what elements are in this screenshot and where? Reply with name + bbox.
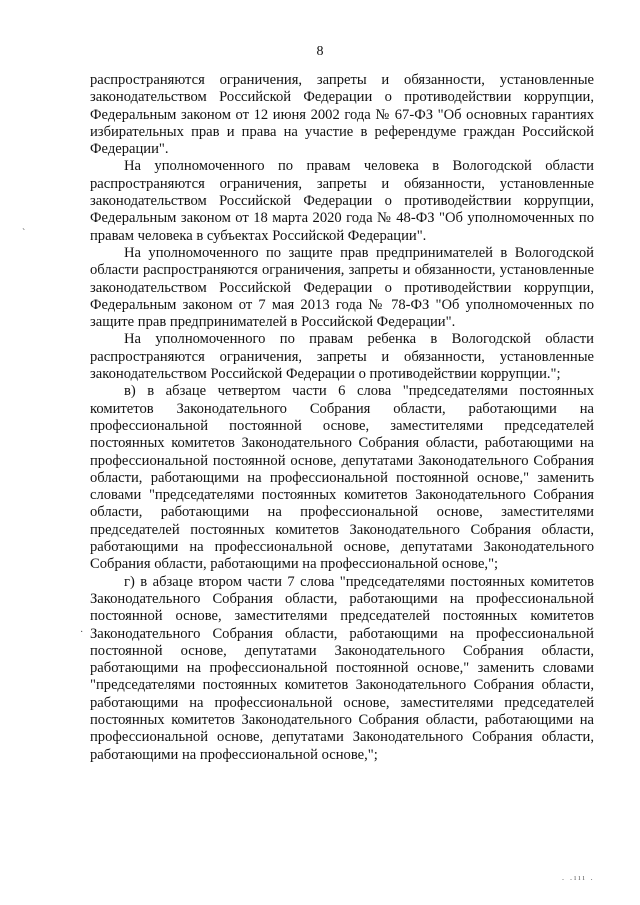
paragraph-child-rights-ombudsman: На уполномоченного по правам ребенка в Вологодской области распространяются ограничения, запреты и обязанности, установленные законодательством Российской Федерации о противодействии коррупции."; xyxy=(90,331,594,383)
scan-mark: ` xyxy=(22,228,26,239)
paragraph-continuation: распространяются ограничения, запреты и обязанности, установленные законодательством Российской Федерации о противодействии коррупции, Федеральным законом от 12 июня 2002 года № 67-ФЗ "Об основных гарантиях избирательных прав и права на участие в референдуме граждан Российской Федерации". xyxy=(90,72,594,158)
document-body xyxy=(90,72,594,764)
paragraph-item-g: г) в абзаце втором части 7 слова "председателями постоянных комитетов Законодательного Собрания области, работающими на профессиональной постоянной основе, заместителями председателей постоянных комитетов Законодательного Собрания области, работающими на профессиональной постоянной основе, депутатами Законодательного Собрания области, работающими на профессиональной постоянной основе," заменить словами "председателями постоянных комитетов Законодательного Собрания области, работающими на профессиональной основе, заместителями председателей постоянных комитетов Законодательного Собрания области, работающими на профессиональной основе, депутатами Законодательного Собрания области, работающими на профессиональной основе,"; xyxy=(90,573,594,763)
page-number: 8 xyxy=(316,44,324,59)
scan-artifact: . .ııı . xyxy=(562,873,595,882)
paragraph-business-ombudsman: На уполномоченного по защите прав предпринимателей в Вологодской области распространяются ограничения, запреты и обязанности, установленные законодательством Российской Федерации о противодействии коррупции, Федеральным законом от 7 мая 2013 года № 78-ФЗ "Об уполномоченных по защите прав предпринимателей в Российской Федерации". xyxy=(90,244,594,331)
scan-mark: · xyxy=(80,627,84,638)
paragraph-item-v: в) в абзаце четвертом части 6 слова "председателями постоянных комитетов Законодательного Собрания области, работающими на профессиональной постоянной основе, заместителями председателей постоянных комитетов Законодательного Собрания области, работающими на профессиональной постоянной основе, депутатами Законодательного Собрания области, работающими на профессиональной постоянной основе," заменить словами "председателями постоянных комитетов Законодательного Собрания области, работающими на профессиональной основе, заместителями председателей постоянных комитетов Законодательного Собрания области, работающими на профессиональной основе, депутатами Законодательного Собрания области, работающими на профессиональной основе,"; xyxy=(90,383,594,573)
paragraph-human-rights-ombudsman: На уполномоченного по правам человека в Вологодской области распространяются ограничения, запреты и обязанности, установленные законодательством Российской Федерации о противодействии коррупции, Федеральным законом от 18 марта 2020 года № 48-ФЗ "Об уполномоченных по правам человека в субъектах Российской Федерации". xyxy=(90,158,594,244)
